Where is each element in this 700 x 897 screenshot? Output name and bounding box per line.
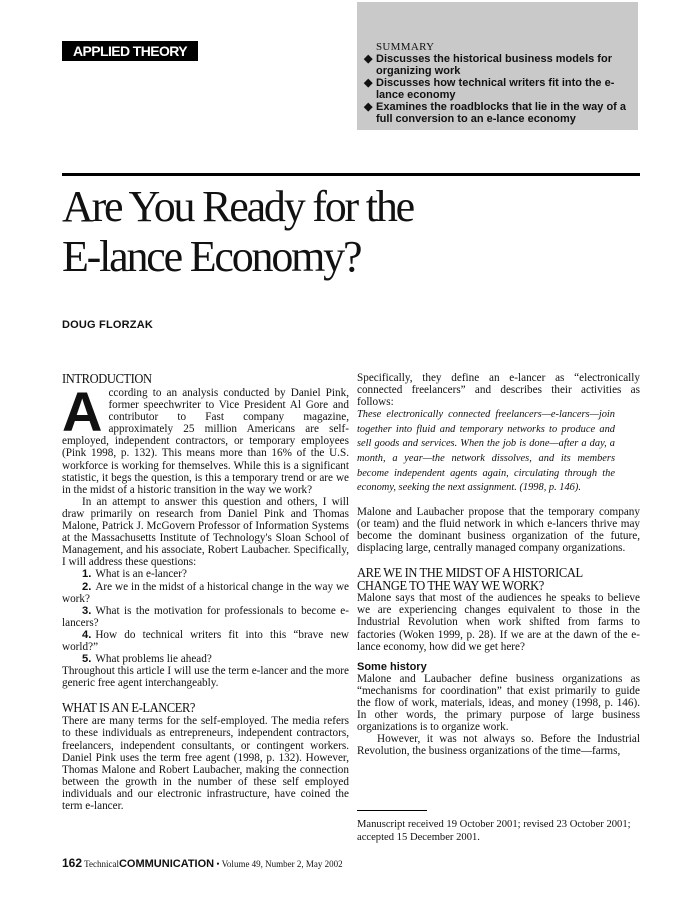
left-column (62, 372, 349, 812)
section-heading-introduction: INTRODUCTION (62, 370, 152, 387)
question-item: 3. What is the motivation for professionals to become e-lancers? (62, 604, 349, 629)
diamond-bullet-icon: ◆ (364, 101, 373, 114)
question-item: 5. What problems lie ahead? (82, 653, 212, 666)
article-title (62, 182, 640, 282)
journal-name-small: Technical (84, 859, 119, 869)
right-paragraph-4: Malone and Laubacher define business organizations as “mechanisms for coordination” that exist primarily to guide the flow of work, materials, ideas, and money (1998, p. 146). In other words, the primary purpose of large business organizations is to organize work. (357, 672, 640, 734)
question-item: 4. How do technical writers fit into this “brave new world?” (62, 628, 349, 653)
summary-item: ◆ Discusses how technical writers fit into the e-lance economy (364, 77, 615, 101)
section-heading-what-is: WHAT IS AN E-LANCER? (62, 700, 196, 716)
subheading-some-history: Some history (357, 660, 427, 673)
footnote: Manuscript received 19 October 2001; revised 23 October 2001; accepted 15 December 2001. (357, 819, 631, 843)
right-paragraph-3: Malone says that most of the audiences he speaks to believe we are experiencing changes equivalent to those in the Industrial Revolution when work shifted from farms to factories (Woken 1999, p. 28). If we are at the dawn of the e-lance economy, how did we get here? (357, 592, 640, 653)
section-label: APPLIED THEORY (62, 41, 198, 61)
summary-title: SUMMARY (376, 41, 435, 53)
diamond-bullet-icon: ◆ (364, 53, 373, 65)
summary-item: ◆ Examines the roadblocks that lie in the way of a full conversion to an e-lance economy (364, 101, 627, 125)
right-paragraph-1: Specifically, they define an e-lancer as “electronically connected freelancers” and describes their activities as follows: (357, 372, 640, 409)
author: DOUG FLORZAK (62, 319, 154, 331)
section-heading-historical-change: ARE WE IN THE MIDST OF A HISTORICAL CHANGE TO THE WAY WE WORK? (357, 565, 583, 594)
diamond-bullet-icon: ◆ (364, 77, 373, 90)
drop-cap: A (62, 380, 103, 443)
question-item: 2. Are we in the midst of a historical change in the way we work? (62, 580, 349, 605)
right-paragraph-5: However, it was not always so. Before the Industrial Revolution, the business organizations of the time—farms, (357, 733, 640, 758)
right-column (357, 372, 640, 757)
right-paragraph-2: Malone and Laubacher propose that the temporary company (or team) and the fluid network in which e-lancers thrive may become the dominant business organization of the future, displacing large, centrally managed company organizations. (357, 505, 640, 555)
intro-paragraph-3: Throughout this article I will use the term e-lancer and the more generic free agent interchangeably. (62, 665, 349, 690)
summary-list (364, 54, 632, 127)
intro-paragraph-2: In an attempt to answer this question and others, I will draw primarily on research from Daniel Pink and Thomas Malone, Patrick J. McGovern Professor of Information Systems at the Massachusetts Institute of Technology's Sloan School of Management, and his associate, Robert Laubacher. Specifically, I will address these questions: (62, 495, 349, 569)
title-line-2: E-lance Economy? (62, 232, 361, 281)
block-quote: These electronically connected freelancers—e-lancers—join together into fluid and temporary networks to produce and sell goods and services. When the job is done—after a day, a month, a year—the network dissolves, and its members become independent agents again, circulating through the economy, seeking the next assignment. (1998, p. 146). (357, 409, 615, 494)
journal-name: COMMUNICATION (118, 858, 215, 870)
what-is-paragraph-1: There are many terms for the self-employed. The media refers to these individuals as entrepreneurs, independent contractors, freelancers, independent consultants, or contingent workers. Daniel Pink uses the term free agent (1998, p. 132). However, Thomas Malone and Robert Laubacher, making the connection between the growth in the number of these self employed individuals and our electronic infrastructure, have coined the term e-lancer. (62, 715, 349, 812)
summary-item: ◆ Discusses the historical business models for organizing work (364, 53, 612, 77)
footnote-rule (357, 810, 427, 811)
issue-info: • Volume 49, Number 2, May 2002 (216, 859, 343, 869)
title-line-1: Are You Ready for the (62, 182, 413, 231)
intro-paragraph-1: ccording to an analysis conducted by Daniel Pink, former speechwriter to Vice President Al Gore and contributor to Fast company magazine, approximately 25 million Americans are self-employed, independent contractors, or temporary employees (Pink 1998, p. 132). This means more than 16% of the U.S. workforce is working for themselves. While this is a significant statistic, it begs the question, is this a temporary trend or are we in the midst of a historic transition in the way we work? (62, 387, 349, 496)
page-number: 162 (62, 856, 83, 870)
title-rule (62, 173, 640, 176)
question-item: 1. What is an e-lancer? (82, 568, 187, 581)
page-footer (62, 856, 343, 870)
